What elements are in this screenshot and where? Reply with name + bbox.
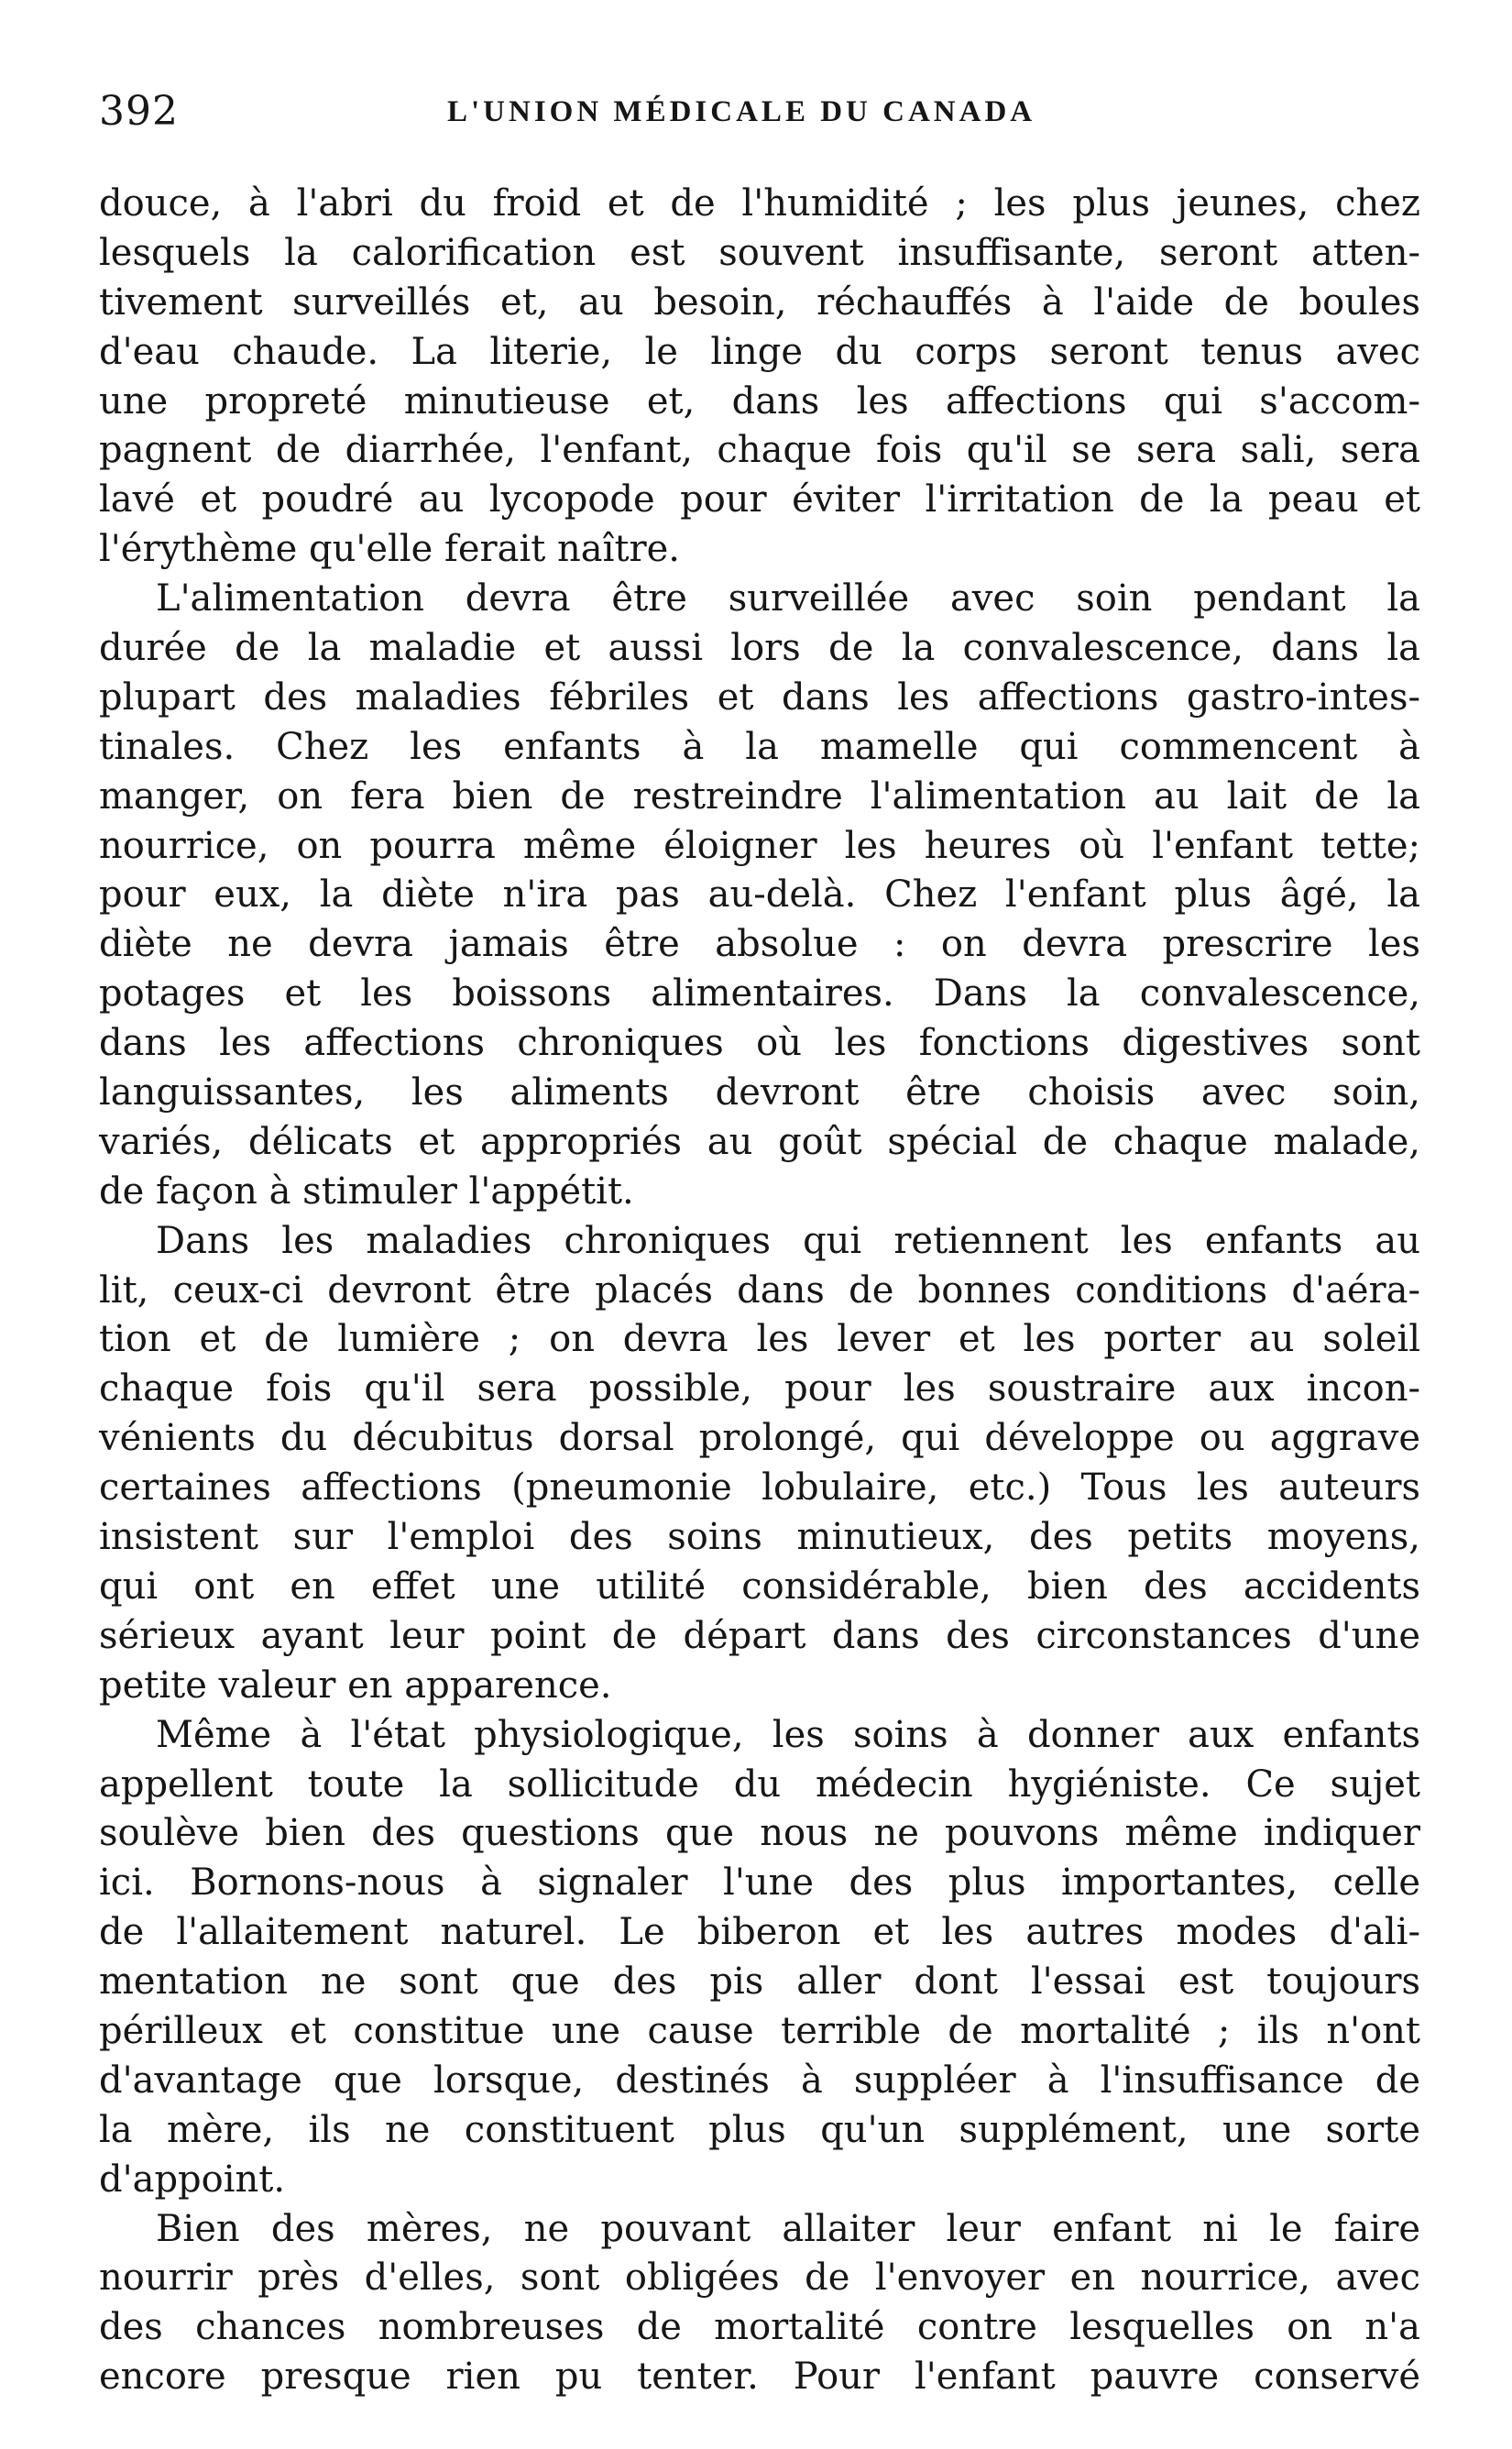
text-line: périlleux et constitue une cause terrible de mortalité ; ils n'ont — [99, 2009, 1420, 2052]
text-line: mentation ne sont que des pis aller dont l'essai est toujours — [99, 1960, 1420, 2004]
text-line: plupart des maladies fébriles et dans les affections gastro-intes- — [99, 675, 1420, 719]
paragraph-wet-nursing — [99, 2205, 1420, 2403]
text-line: diète ne devra jamais être absolue : on devra prescrire les — [99, 923, 1420, 966]
text-line: tinales. Chez les enfants à la mamelle qui commencent à — [99, 725, 1420, 768]
text-line: lavé et poudré au lycopode pour éviter l'irritation de la peau et — [99, 478, 1420, 522]
text-line: Même à l'état physiologique, les soins à donner aux enfants — [156, 1713, 1420, 1756]
text-line: pour eux, la diète n'ira pas au-delà. Chez l'enfant plus âgé, la — [99, 873, 1420, 917]
text-line: d'appoint. — [99, 2158, 286, 2201]
text-line: insistent sur l'emploi des soins minutieux, des petits moyens, — [99, 1516, 1420, 1559]
text-line: languissantes, les aliments devront être choisis avec soin, — [99, 1071, 1420, 1115]
text-line: nourrir près d'elles, sont obligées de l'envoyer en nourrice, avec — [99, 2257, 1420, 2300]
page-number: 392 — [99, 88, 179, 135]
text-line: l'érythème qu'elle ferait naître. — [99, 528, 681, 571]
text-line: lit, ceux-ci devront être placés dans de bonnes conditions d'aéra- — [99, 1268, 1420, 1312]
text-line: encore presque rien pu tenter. Pour l'enfant pauvre conservé — [99, 2356, 1420, 2399]
text-line: potages et les boissons alimentaires. Dans la convalescence, — [99, 972, 1420, 1016]
paragraph-hygiene-care — [99, 180, 1420, 575]
text-line: sérieux ayant leur point de départ dans des circonstances d'une — [99, 1614, 1420, 1657]
body-text — [99, 180, 1420, 2402]
paragraph-chronic-diseases — [99, 1217, 1420, 1711]
text-line: ici. Bornons-nous à signaler l'une des plus importantes, celle — [99, 1861, 1420, 1905]
text-line: tion et de lumière ; on devra les lever et les porter au soleil — [99, 1318, 1420, 1361]
text-line: Dans les maladies chroniques qui retiennent les enfants au — [156, 1219, 1420, 1262]
text-line: variés, délicats et appropriés au goût spécial de chaque malade, — [99, 1120, 1420, 1163]
text-line: d'eau chaude. La literie, le linge du corps seront tenus avec — [99, 330, 1420, 373]
running-head — [99, 84, 1428, 139]
text-line: manger, on fera bien de restreindre l'alimentation au lait de la — [99, 774, 1420, 818]
text-line: L'alimentation devra être surveillée avec soin pendant la — [156, 577, 1420, 620]
text-line: lesquels la calorification est souvent insuffisante, seront atten- — [99, 231, 1420, 274]
text-line: nourrice, on pourra même éloigner les heures où l'enfant tette; — [99, 824, 1420, 867]
text-line: de façon à stimuler l'appétit. — [99, 1170, 634, 1213]
text-line: certaines affections (pneumonie lobulaire, etc.) Tous les auteurs — [99, 1466, 1420, 1510]
text-line: dans les affections chroniques où les fonctions digestives sont — [99, 1022, 1420, 1065]
text-line: chaque fois qu'il sera possible, pour les soustraire aux incon- — [99, 1367, 1420, 1411]
paragraph-alimentation — [99, 575, 1420, 1217]
paragraph-breastfeeding — [99, 1711, 1420, 2205]
text-line: d'avantage que lorsque, destinés à suppléer à l'insuffisance de — [99, 2059, 1420, 2102]
text-line: la mère, ils ne constituent plus qu'un supplément, une sorte — [99, 2108, 1420, 2151]
journal-title: L'UNION MÉDICALE DU CANADA — [447, 95, 1036, 128]
text-line: durée de la maladie et aussi lors de la convalescence, dans la — [99, 627, 1420, 670]
text-line: petite valeur en apparence. — [99, 1664, 612, 1707]
text-line: de l'allaitement naturel. Le biberon et les autres modes d'ali- — [99, 1911, 1420, 1954]
text-line: Bien des mères, ne pouvant allaiter leur enfant ni le faire — [156, 2207, 1420, 2250]
text-line: une propreté minutieuse et, dans les affections qui s'accom- — [99, 379, 1420, 423]
text-line: appellent toute la sollicitude du médecin hygiéniste. Ce sujet — [99, 1763, 1420, 1806]
text-line: qui ont en effet une utilité considérable, bien des accidents — [99, 1565, 1420, 1608]
text-line: des chances nombreuses de mortalité contre lesquelles on n'a — [99, 2306, 1420, 2349]
text-line: vénients du décubitus dorsal prolongé, qui développe ou aggrave — [99, 1417, 1420, 1460]
text-line: soulève bien des questions que nous ne pouvons même indiquer — [99, 1812, 1420, 1855]
text-line: pagnent de diarrhée, l'enfant, chaque fois qu'il se sera sali, sera — [99, 429, 1420, 472]
text-line: tivement surveillés et, au besoin, réchauffés à l'aide de boules — [99, 280, 1420, 324]
text-line: douce, à l'abri du froid et de l'humidité ; les plus jeunes, chez — [99, 182, 1420, 225]
